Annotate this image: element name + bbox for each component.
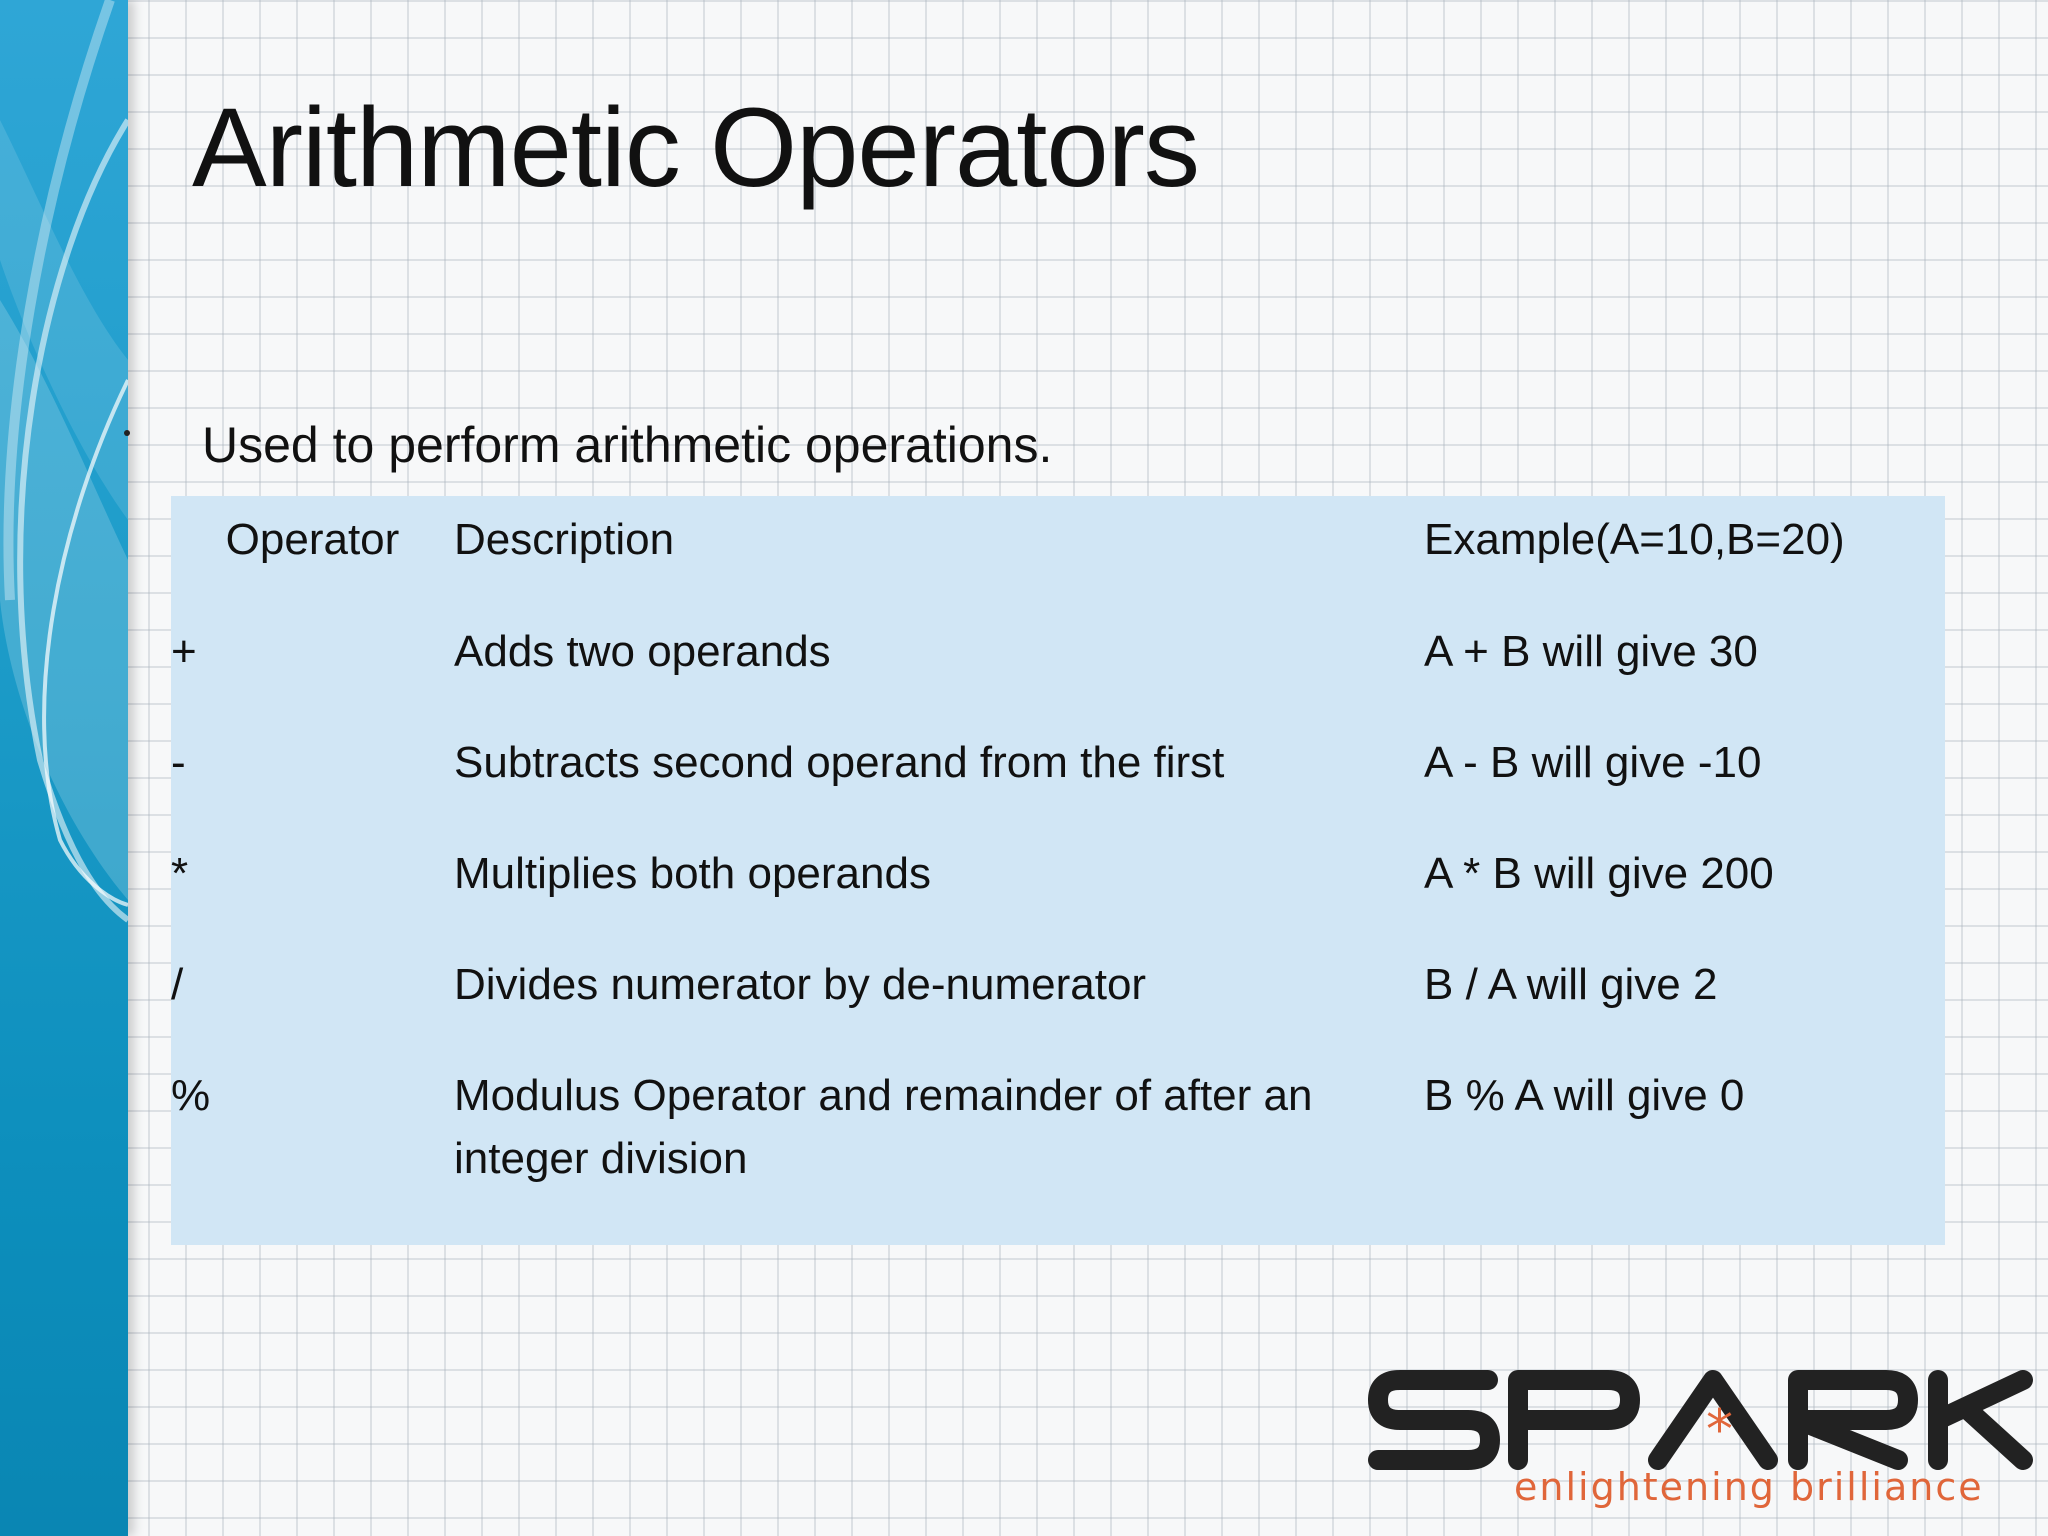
description-cell: Adds two operands [454,627,831,676]
example-cell: B % A will give 0 [1424,1071,1745,1120]
operator-cell: % [171,1071,211,1120]
example-cell: A + B will give 30 [1424,627,1758,676]
table-row [171,731,1945,842]
header-example: Example(A=10,B=20) [1424,515,1845,564]
description-cell: Divides numerator by de-numerator [454,960,1147,1009]
example-cell: B / A will give 2 [1424,960,1718,1009]
table-row [171,842,1945,953]
logo-tagline: enlightening brilliance [1514,1465,1984,1509]
operator-cell: / [171,960,184,1009]
header-operator: Operator [225,515,400,564]
example-cell: A * B will give 200 [1424,849,1774,898]
decorative-side-band [0,0,128,1536]
bullet-dot [124,430,130,436]
operators-table [171,496,1945,1190]
table-row [171,600,1945,731]
header-description: Description [454,515,675,564]
table-header-row [171,496,1945,600]
operators-table-panel [171,496,1945,1245]
operator-cell: * [171,849,189,898]
description-cell: Subtracts second operand from the first [454,738,1225,787]
example-cell: A - B will give -10 [1424,738,1762,787]
decorative-swoosh [0,0,128,1536]
table-row [171,1064,1945,1190]
description-cell: Modulus Operator and remainder of after an integer division [454,1071,1313,1183]
slide-subtitle: Used to perform arithmetic operations. [202,417,1053,473]
slide-title: Arithmetic Operators [192,85,1199,210]
operator-cell: - [171,738,186,787]
table-row [171,953,1945,1064]
asterisk-mark: * [1706,1398,1733,1461]
operator-cell: + [171,627,197,676]
description-cell: Multiplies both operands [454,849,931,898]
